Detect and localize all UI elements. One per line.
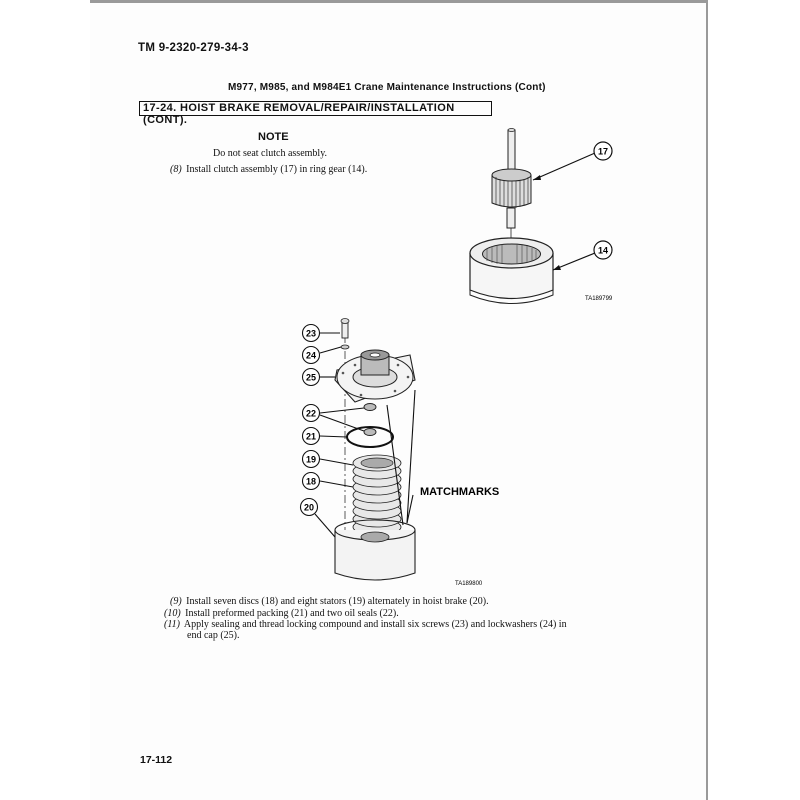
chapter-subtitle: M977, M985, and M984E1 Crane Maintenance Instructions (Cont) [228, 82, 546, 93]
figure1-id: TA189799 [585, 296, 613, 302]
step-text: Install seven discs (18) and eight stators (19) alternately in hoist brake (20). [186, 596, 489, 607]
step-8 [170, 164, 367, 176]
step-9 [170, 596, 489, 608]
step-number: (9) [170, 596, 182, 607]
page-number: 17-112 [140, 754, 173, 766]
clutch-ring-gear-illustration [455, 125, 630, 310]
step-number: (8) [170, 164, 182, 175]
hoist-brake-exploded-illustration [295, 315, 515, 590]
callout-14: 14 [597, 245, 609, 256]
callout-22: 22 [305, 408, 317, 419]
step-number: (10) [164, 608, 181, 619]
tm-number: TM 9-2320-279-34-3 [138, 42, 249, 54]
step-text: Install preformed packing (21) and two oil seals (22). [185, 608, 399, 619]
matchmarks-label: MATCHMARKS [420, 486, 500, 498]
step-number: (11) [164, 619, 180, 630]
callout-20: 20 [303, 502, 315, 513]
step-11-continuation: end cap (25). [187, 630, 240, 641]
callout-25: 25 [305, 372, 317, 383]
callout-17: 17 [597, 146, 609, 157]
step-11 [164, 619, 634, 631]
section-title: 17-24. HOIST BRAKE REMOVAL/REPAIR/INSTALLATION (CONT). [139, 101, 492, 116]
callout-24: 24 [305, 350, 317, 361]
figure2-id: TA189800 [455, 581, 483, 587]
step-text: Install clutch assembly (17) in ring gear (14). [186, 164, 368, 175]
note-text: Do not seat clutch assembly. [213, 148, 328, 159]
step-text: Apply sealing and thread locking compound and install six screws (23) and lockwashers (24) in [183, 619, 567, 630]
note-heading: NOTE [258, 131, 289, 143]
callout-23: 23 [305, 328, 317, 339]
callout-21: 21 [305, 431, 317, 442]
callout-18: 18 [305, 476, 317, 487]
step-10 [164, 608, 399, 620]
callout-19: 19 [305, 454, 317, 465]
